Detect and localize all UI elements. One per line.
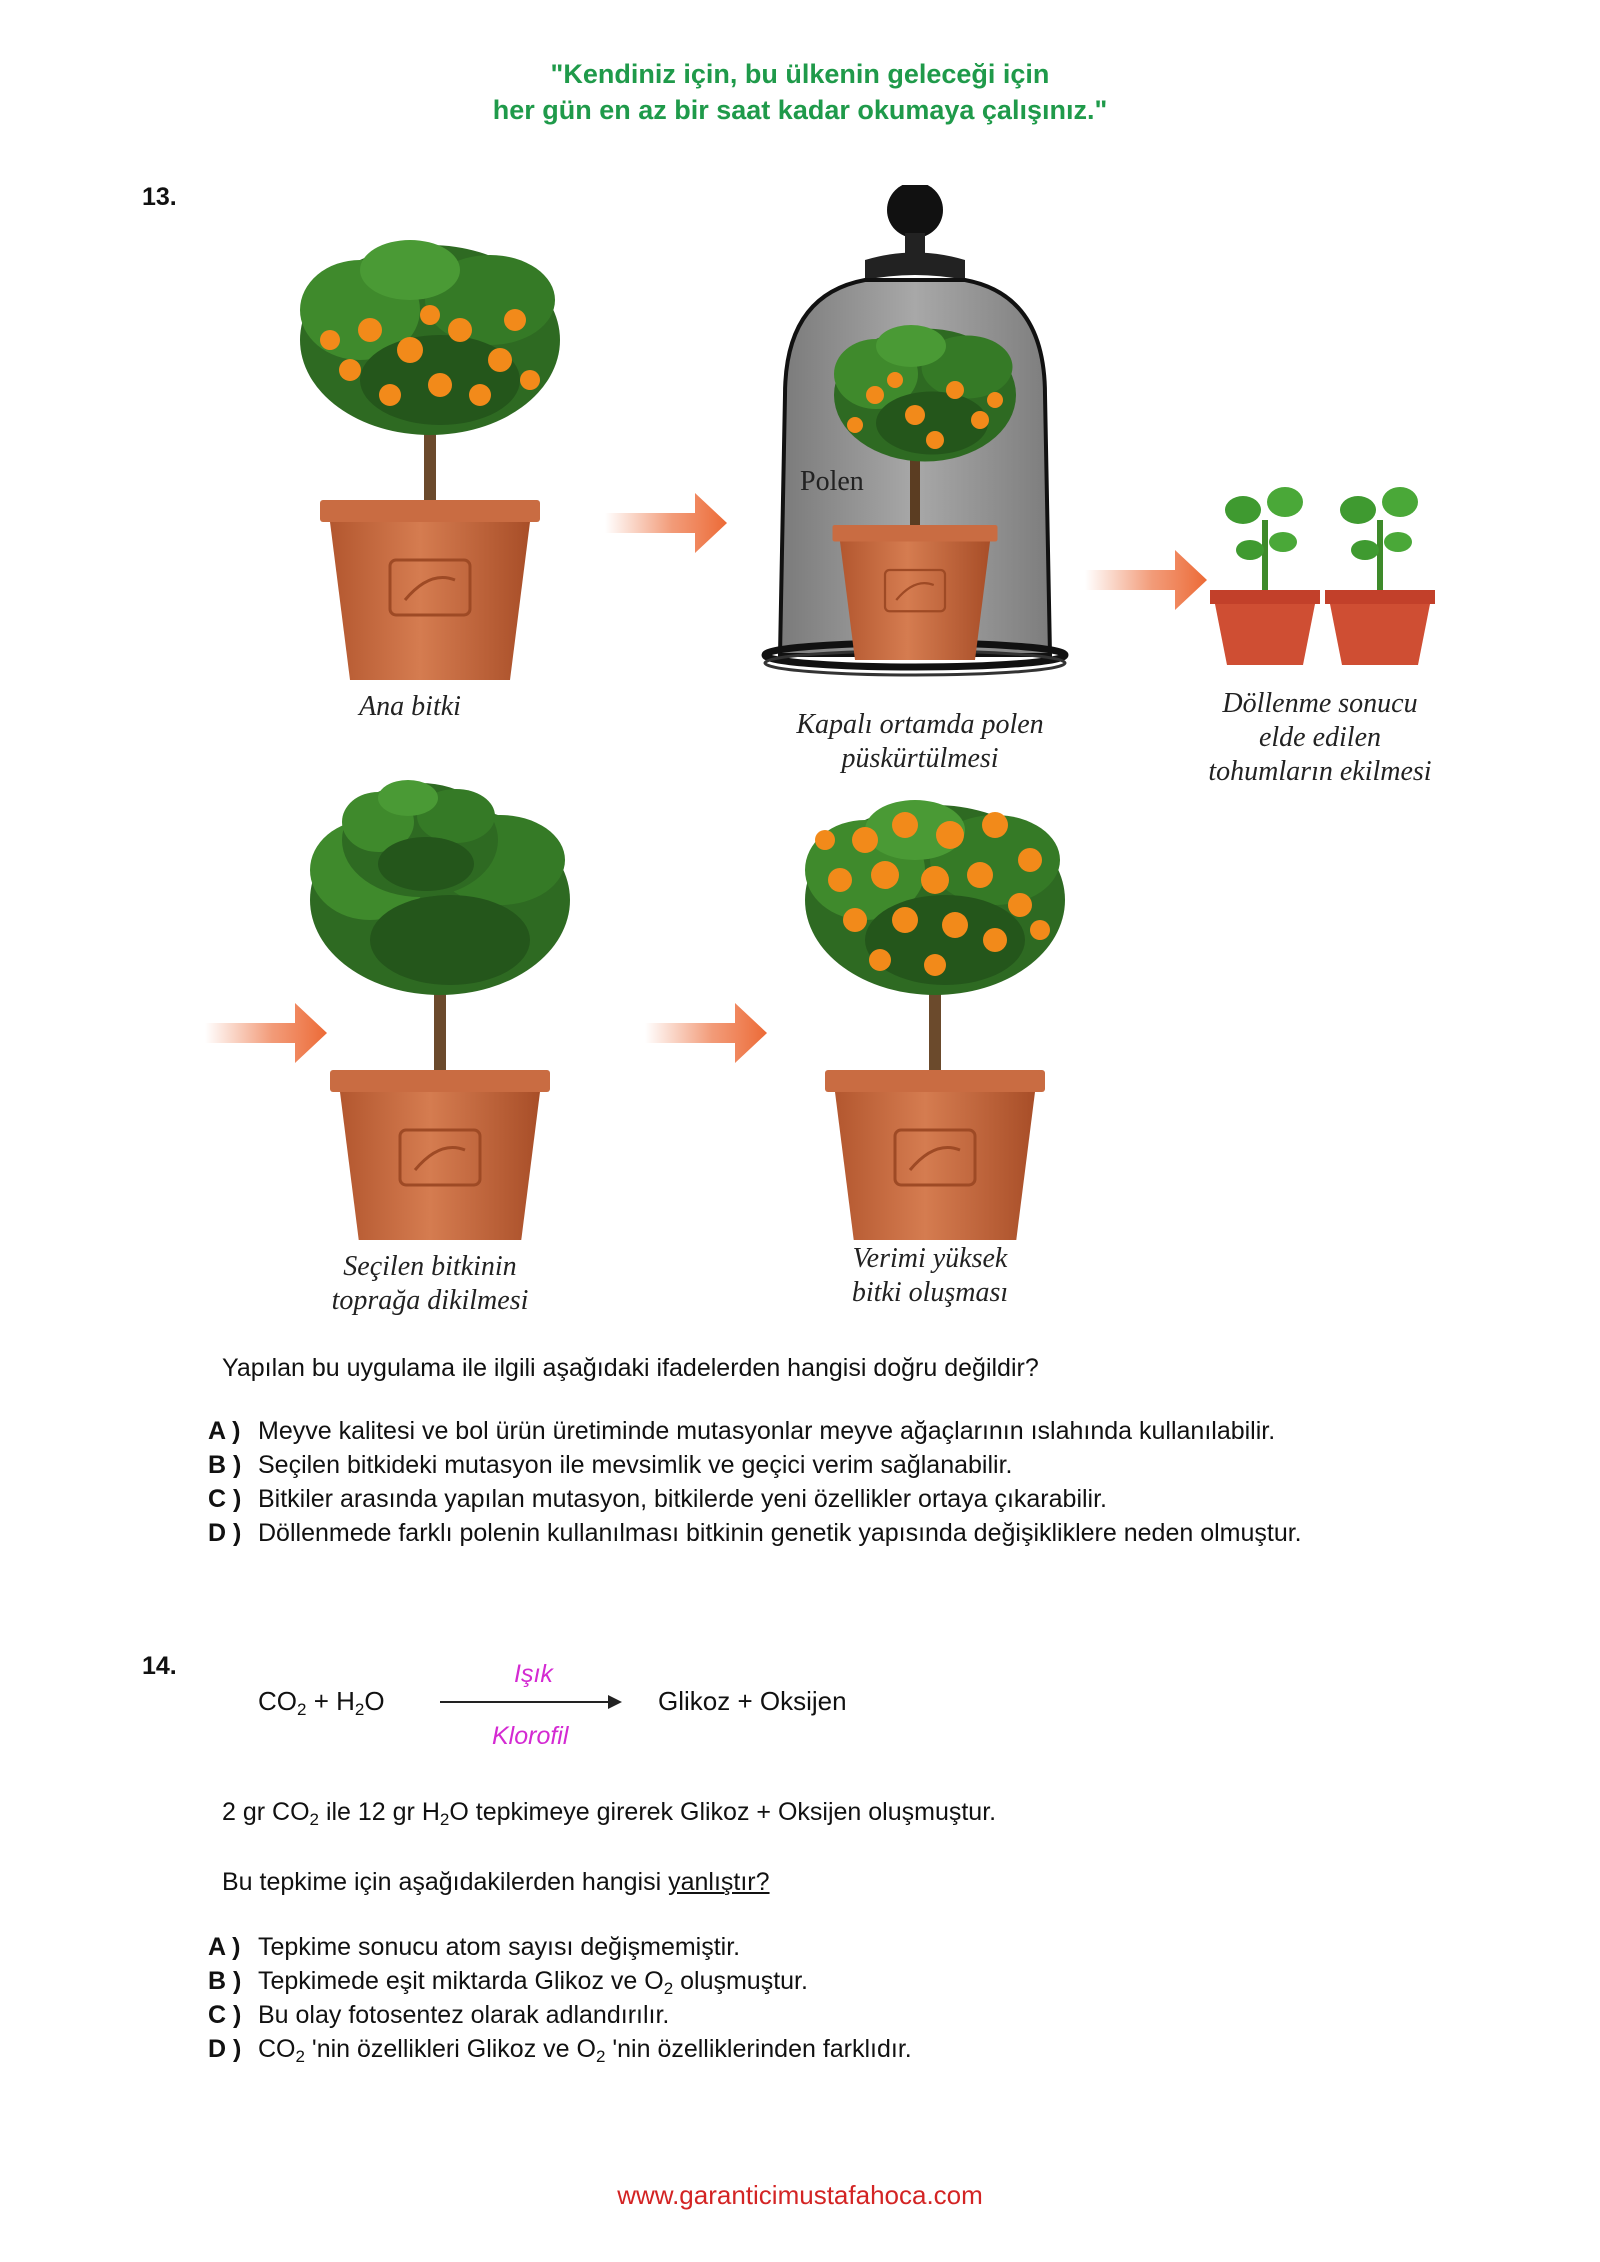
question-13-options bbox=[208, 1414, 1302, 1550]
caption-dollenme-line-3: tohumların ekilmesi bbox=[1208, 756, 1432, 787]
option-c[interactable] bbox=[208, 1998, 912, 2032]
reaction-arrow-icon bbox=[440, 1692, 625, 1712]
caption-verim-line-1: Verimi yüksek bbox=[852, 1243, 1008, 1274]
subscript: 2 bbox=[595, 2047, 606, 2066]
option-letter: C ) bbox=[208, 1485, 242, 1513]
option-letter: C ) bbox=[208, 2001, 242, 2029]
option-b[interactable] bbox=[208, 1448, 1302, 1482]
option-a[interactable] bbox=[208, 1930, 912, 1964]
arrow-right-icon bbox=[605, 488, 730, 558]
option-text: Döllenmede farklı polenin kullanılması bitkinin genetik yapısında değişikliklere neden olmuştur. bbox=[258, 1519, 1302, 1547]
arrow-right-icon bbox=[205, 998, 330, 1068]
option-text: Tepkimede eşit miktarda Glikoz ve O bbox=[258, 1967, 664, 1995]
subscript: 2 bbox=[354, 1700, 365, 1719]
option-text: 'nin özellikleri Glikoz ve O bbox=[304, 2035, 596, 2063]
bell-jar-pollination-image bbox=[760, 185, 1070, 685]
question-underlined-text: yanlıştır? bbox=[668, 1868, 770, 1896]
option-letter: B ) bbox=[208, 1451, 242, 1479]
caption-secilen-line-1: Seçilen bitkinin bbox=[343, 1251, 517, 1282]
option-d[interactable] bbox=[208, 2032, 912, 2066]
reactant-h2o: H bbox=[336, 1686, 355, 1716]
header-motto-line-2: her gün en az bir saat kadar okumaya çalışınız." bbox=[492, 95, 1108, 125]
reactant-h2o-o: O bbox=[364, 1686, 385, 1716]
question-14-given bbox=[222, 1796, 996, 1828]
question-text: Bu tepkime için aşağıdakilerden hangisi bbox=[222, 1868, 669, 1896]
subscript: 2 bbox=[309, 1810, 319, 1829]
question-13-stem: Yapılan bu uygulama ile ilgili aşağıdaki ifadelerden hangisi doğru değildir? bbox=[222, 1354, 1039, 1382]
caption-secilen-line-2: toprağa dikilmesi bbox=[331, 1285, 529, 1316]
subscript: 2 bbox=[295, 2047, 305, 2066]
subscript: 2 bbox=[439, 1810, 450, 1829]
option-a[interactable] bbox=[208, 1414, 1302, 1448]
question-14-number: 14. bbox=[142, 1652, 177, 1680]
caption-kapali-line-1: Kapalı ortamda polen bbox=[796, 709, 1044, 740]
option-text: Tepkime sonucu atom sayısı değişmemiştir. bbox=[258, 1933, 741, 1961]
question-13-number: 13. bbox=[142, 183, 177, 211]
seedlings-image bbox=[1200, 480, 1450, 680]
caption-kapali-line-2: püskürtülmesi bbox=[841, 743, 999, 774]
selected-plant-image bbox=[290, 780, 610, 1240]
option-b[interactable] bbox=[208, 1964, 912, 1998]
option-letter: B ) bbox=[208, 1967, 242, 1995]
mother-plant-image bbox=[280, 220, 590, 680]
given-text: ile 12 gr H bbox=[319, 1798, 440, 1826]
given-text: O tepkimeye girerek Glikoz + Oksijen oluşmuştur. bbox=[449, 1798, 997, 1826]
question-14-stem bbox=[222, 1866, 770, 1898]
subscript: 2 bbox=[297, 1700, 307, 1719]
caption-verim-line-2: bitki oluşması bbox=[851, 1277, 1009, 1308]
footer-website-link[interactable]: www.garanticimustafahoca.com bbox=[617, 2180, 983, 2210]
option-text: oluşmuştur. bbox=[673, 1967, 808, 1995]
option-letter: A ) bbox=[208, 1933, 241, 1961]
reactant-co2: CO bbox=[258, 1686, 297, 1716]
option-letter: D ) bbox=[208, 1519, 242, 1547]
caption-ana-bitki: Ana bitki bbox=[359, 691, 461, 722]
option-letter: D ) bbox=[208, 2035, 242, 2063]
caption-dollenme-line-2: elde edilen bbox=[1258, 722, 1382, 753]
given-text: 2 gr CO bbox=[222, 1798, 310, 1826]
reaction-products: Glikoz + Oksijen bbox=[658, 1686, 847, 1716]
option-letter: A ) bbox=[208, 1417, 241, 1445]
option-text: Bu olay fotosentez olarak adlandırılır. bbox=[258, 2001, 670, 2029]
subscript: 2 bbox=[663, 1979, 674, 1998]
option-text: Meyve kalitesi ve bol ürün üretiminde mutasyonlar meyve ağaçlarının ıslahında kullanılabilir. bbox=[258, 1417, 1276, 1445]
arrow-right-icon bbox=[645, 998, 770, 1068]
option-c[interactable] bbox=[208, 1482, 1302, 1516]
option-text: 'nin özelliklerinden farklıdır. bbox=[605, 2035, 912, 2063]
arrow-condition-light: Işık bbox=[514, 1660, 553, 1688]
question-14-options bbox=[208, 1930, 912, 2066]
reaction-reactants bbox=[258, 1686, 385, 1717]
caption-dollenme-line-1: Döllenme sonucu bbox=[1222, 688, 1418, 719]
option-d[interactable] bbox=[208, 1516, 1302, 1550]
pollen-label: Polen bbox=[800, 466, 864, 497]
option-text: Seçilen bitkideki mutasyon ile mevsimlik ve geçici verim sağlanabilir. bbox=[258, 1451, 1013, 1479]
option-text: Bitkiler arasında yapılan mutasyon, bitkilerde yeni özellikler ortaya çıkarabilir. bbox=[258, 1485, 1107, 1513]
arrow-right-icon bbox=[1085, 545, 1210, 615]
header-motto-line-1: "Kendiniz için, bu ülkenin geleceği için bbox=[550, 59, 1050, 89]
plus-sign: + bbox=[306, 1686, 337, 1716]
arrow-condition-chlorophyll: Klorofil bbox=[492, 1722, 569, 1750]
high-yield-plant-image bbox=[780, 780, 1100, 1240]
option-text: CO bbox=[258, 2035, 296, 2063]
